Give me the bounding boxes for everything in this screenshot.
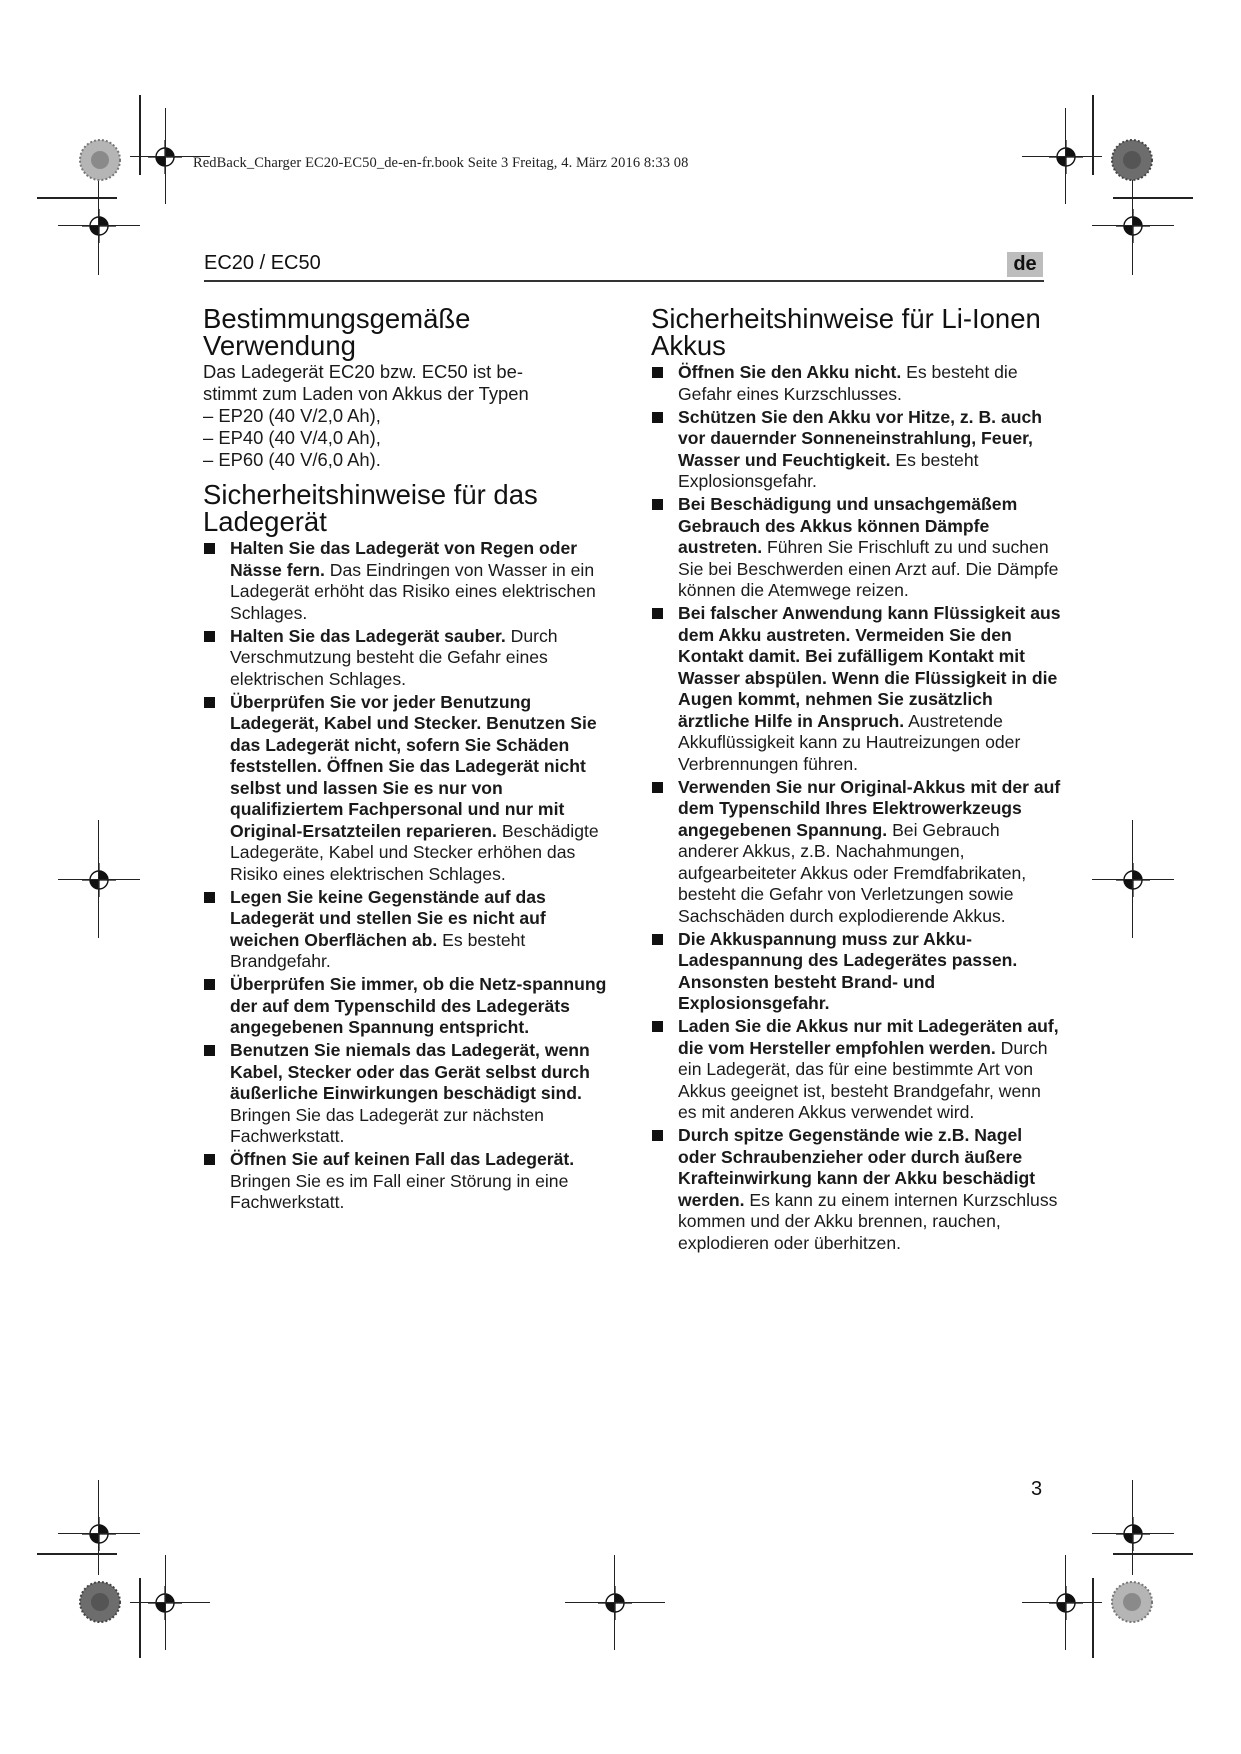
list-item: Legen Sie keine Gegenstände auf das Ladegerät und stellen Sie es nicht auf weichen Oberflächen ab. Es besteht Brandgefahr.	[203, 887, 608, 973]
battery-safety-list	[651, 362, 1061, 1254]
crop-marks	[98, 820, 99, 938]
crop-marks	[1065, 108, 1066, 204]
crop-marks	[1132, 1480, 1133, 1575]
list-item: Öffnen Sie den Akku nicht. Es besteht die Gefahr eines Kurzschlusses.	[651, 362, 1061, 405]
list-item: Benutzen Sie niemals das Ladegerät, wenn Kabel, Stecker oder das Gerät selbst durch äußerliche Einwirkungen beschädigt sind. Bringen Sie das Ladegerät zur nächsten Fachwerkstatt.	[203, 1040, 608, 1148]
calibration-wheel-icon	[1110, 138, 1154, 182]
list-item: Bei Beschädigung und unsachgemäßem Gebrauch des Akkus können Dämpfe austreten. Führen Sie Frischluft zu und suchen Sie bei Beschwerden einen Arzt auf. Die Dämpfe können die Atemwege reizen.	[651, 494, 1061, 602]
left-column	[203, 305, 608, 1215]
crop-marks	[98, 180, 99, 275]
crop-marks	[614, 1555, 615, 1650]
crop-marks	[98, 1480, 99, 1575]
header-divider	[204, 280, 1044, 282]
list-item: Die Akkuspannung muss zur Akku-Ladespannung des Ladegerätes passen. Ansonsten besteht Brand- und Explosionsgefahr.	[651, 929, 1061, 1015]
right-column	[651, 305, 1061, 1256]
charger-safety-list	[203, 538, 608, 1214]
battery-type: – EP60 (40 V/6,0 Ah).	[203, 449, 381, 470]
calibration-wheel-icon	[78, 1580, 122, 1624]
language-badge: de	[1007, 252, 1043, 277]
crop-marks	[1132, 820, 1133, 938]
list-item: Überprüfen Sie immer, ob die Netz-spannung der auf dem Typenschild des Ladegeräts angegebenen Spannung entspricht.	[203, 974, 608, 1039]
list-item: Überprüfen Sie vor jeder Benutzung Ladegerät, Kabel und Stecker. Benutzen Sie das Ladegerät nicht, sofern Sie Schäden feststellen. Öffnen Sie das Ladegerät nicht selbst und lassen Sie es nur von qualifiziertem Fachpersonal und nur mit Original-Ersatzteilen reparieren. Beschädigte Ladegeräte, Kabel und Stecker erhöhen das Risiko eines elektrischen Schlages.	[203, 692, 608, 886]
intended-use-text: Das Ladegerät EC20 bzw. EC50 ist be- stimmt zum Laden von Akkus der Typen – EP20 (40 V/2,0 Ah), – EP40 (40 V/4,0 Ah), – EP60 (40 V/6,0 Ah).	[203, 361, 529, 470]
page-number: 3	[1031, 1478, 1043, 1500]
list-item: Verwenden Sie nur Original-Akkus mit der auf dem Typenschild Ihres Elektrowerkzeugs angegebenen Spannung. Bei Gebrauch anderer Akkus, z.B. Nachahmungen, aufgearbeiteter Akkus oder Fremdfabrikaten, besteht die Gefahr von Verletzungen sowie Sachschäden durch explodierende Akkus.	[651, 777, 1061, 928]
list-item: Schützen Sie den Akku vor Hitze, z. B. auch vor dauernder Sonneneinstrahlung, Feuer, Wasser und Feuchtigkeit. Es besteht Explosionsgefahr.	[651, 407, 1061, 493]
crop-marks	[165, 108, 166, 204]
crop-marks	[1132, 180, 1133, 275]
calibration-wheel-icon	[1110, 1580, 1154, 1624]
crop-marks	[130, 1602, 210, 1603]
list-item: Halten Sie das Ladegerät sauber. Durch Verschmutzung besteht die Gefahr eines elektrischen Schlages.	[203, 626, 608, 691]
battery-type: – EP40 (40 V/4,0 Ah),	[203, 427, 381, 448]
crop-marks	[1065, 1555, 1066, 1650]
calibration-wheel-icon	[78, 138, 122, 182]
print-info: RedBack_Charger EC20-EC50_de-en-fr.book Seite 3 Freitag, 4. März 2016 8:33 08	[193, 155, 689, 171]
list-item: Laden Sie die Akkus nur mit Ladegeräten auf, die vom Hersteller empfohlen werden. Durch ein Ladegerät, das für eine bestimmte Art von Akkus geeignet ist, besteht Brandgefahr, wenn es mit anderen Akkus verwendet wird.	[651, 1016, 1061, 1124]
section-heading-intended-use: Bestimmungsgemäße Verwendung	[203, 303, 471, 361]
section-heading-battery-safety: Sicherheitshinweise für Li-Ionen Akkus	[651, 303, 1041, 361]
list-item: Bei falscher Anwendung kann Flüssigkeit aus dem Akku austreten. Vermeiden Sie den Kontakt damit. Bei zufälligem Kontakt mit Wasser abspülen. Wenn die Flüssigkeit in die Augen kommt, nehmen Sie zusätzlich ärztliche Hilfe in Anspruch. Austretende Akkuflüssigkeit kann zu Hautreizungen oder Verbrennungen führen.	[651, 603, 1061, 775]
list-item: Halten Sie das Ladegerät von Regen oder Nässe fern. Das Eindringen von Wasser in ein Ladegerät erhöht das Risiko eines elektrischen Schlages.	[203, 538, 608, 624]
list-item: Durch spitze Gegenstände wie z.B. Nagel oder Schraubenzieher oder durch äußere Krafteinwirkung kann der Akku beschädigt werden. Es kann zu einem internen Kurzschluss kommen und der Akku brennen, rauchen, explodieren oder überhitzen.	[651, 1125, 1061, 1254]
list-item: Öffnen Sie auf keinen Fall das Ladegerät. Bringen Sie es im Fall einer Störung in eine Fachwerkstatt.	[203, 1149, 608, 1214]
battery-type: – EP20 (40 V/2,0 Ah),	[203, 405, 381, 426]
crop-marks	[165, 1555, 166, 1650]
crop-marks	[1022, 156, 1102, 157]
section-heading-charger-safety: Sicherheitshinweise für das Ladegerät	[203, 479, 538, 537]
page-header-title: EC20 / EC50	[204, 252, 321, 274]
crop-marks	[1022, 1602, 1102, 1603]
